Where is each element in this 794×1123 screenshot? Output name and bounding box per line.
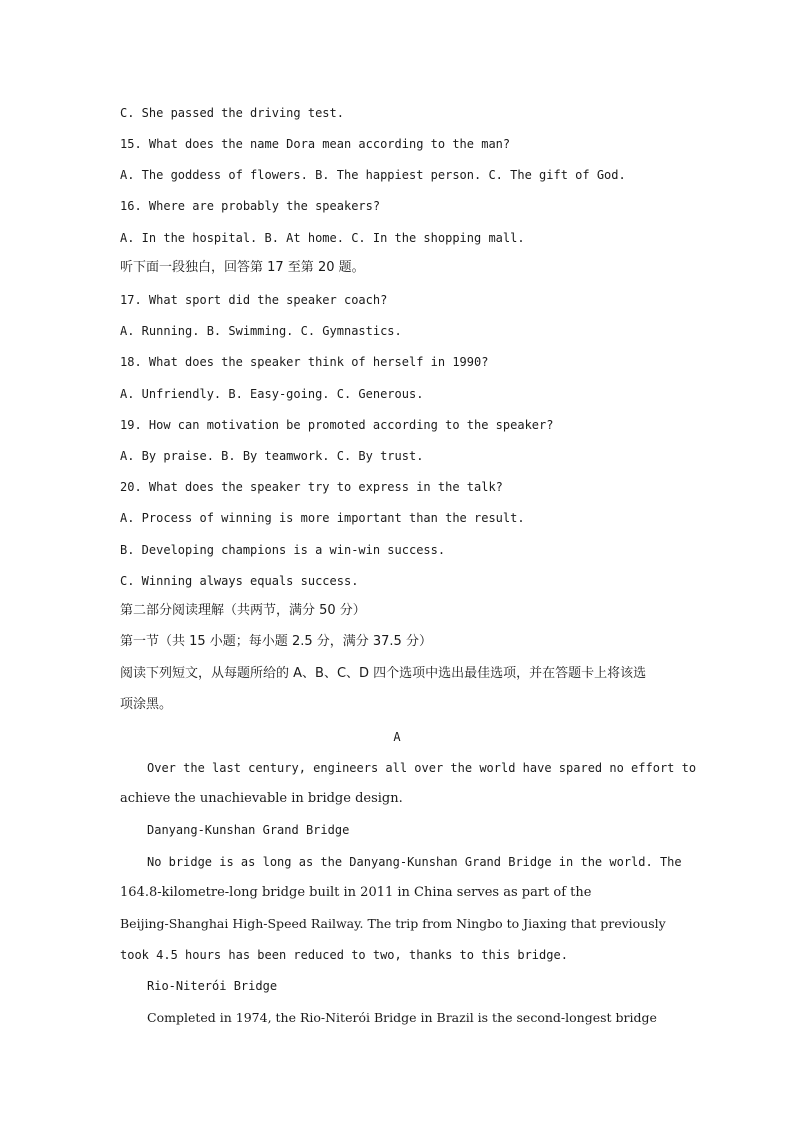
danyang-paragraph-cont2: Beijing-Shanghai High-Speed Railway. The trip from Ningbo to Jiaxing that previously [120, 916, 666, 931]
question-15: 15. What does the name Dora mean according to the man? [120, 137, 511, 151]
bridge-heading-rio: Rio-Niterói Bridge [147, 979, 278, 993]
danyang-paragraph-cont: 164.8-kilometre-long bridge built in 2011 in China serves as part of the [120, 885, 592, 900]
question-17: 17. What sport did the speaker coach? [120, 293, 388, 307]
option-20-b: B. Developing champions is a win-win success. [120, 543, 446, 557]
section-instruction: 听下面一段独白，回答第 17 至第 20 题。 [120, 260, 365, 275]
part-two-heading: 第二部分阅读理解（共两节，满分 50 分） [120, 603, 366, 618]
question-16: 16. Where are probably the speakers? [120, 199, 381, 213]
reading-instruction: 阅读下列短文，从每题所给的 A、B、C、D 四个选项中选出最佳选项，并在答题卡上将该选 [120, 666, 647, 681]
passage-paragraph-cont: achieve the unachievable in bridge design. [120, 791, 403, 806]
options-17: A. Running. B. Swimming. C. Gymnastics. [120, 324, 402, 338]
danyang-paragraph-cont3: took 4.5 hours has been reduced to two, thanks to this bridge. [120, 948, 568, 962]
passage-paragraph: Over the last century, engineers all over the world have spared no effort to [147, 761, 697, 775]
options-16: A. In the hospital. B. At home. C. In the shopping mall. [120, 231, 525, 245]
rio-paragraph: Completed in 1974, the Rio-Niterói Bridge in Brazil is the second-longest bridge [147, 1010, 657, 1025]
question-19: 19. How can motivation be promoted according to the speaker? [120, 418, 554, 432]
option-20-a: A. Process of winning is more important than the result. [120, 511, 525, 525]
options-19: A. By praise. B. By teamwork. C. By trust. [120, 449, 424, 463]
section-one-heading: 第一节（共 15 小题；每小题 2.5 分，满分 37.5 分） [120, 634, 432, 649]
bridge-heading-danyang: Danyang-Kunshan Grand Bridge [147, 823, 350, 837]
options-18: A. Unfriendly. B. Easy-going. C. Generous. [120, 387, 424, 401]
option-20-c: C. Winning always equals success. [120, 574, 359, 588]
reading-instruction-cont: 项涂黑。 [120, 697, 173, 712]
danyang-paragraph: No bridge is as long as the Danyang-Kunshan Grand Bridge in the world. The [147, 855, 682, 869]
question-18: 18. What does the speaker think of herself in 1990? [120, 355, 489, 369]
passage-label: A [393, 730, 401, 744]
question-20: 20. What does the speaker try to express in the talk? [120, 480, 503, 494]
options-15: A. The goddess of flowers. B. The happiest person. C. The gift of God. [120, 168, 626, 182]
option-line: C. She passed the driving test. [120, 106, 344, 120]
